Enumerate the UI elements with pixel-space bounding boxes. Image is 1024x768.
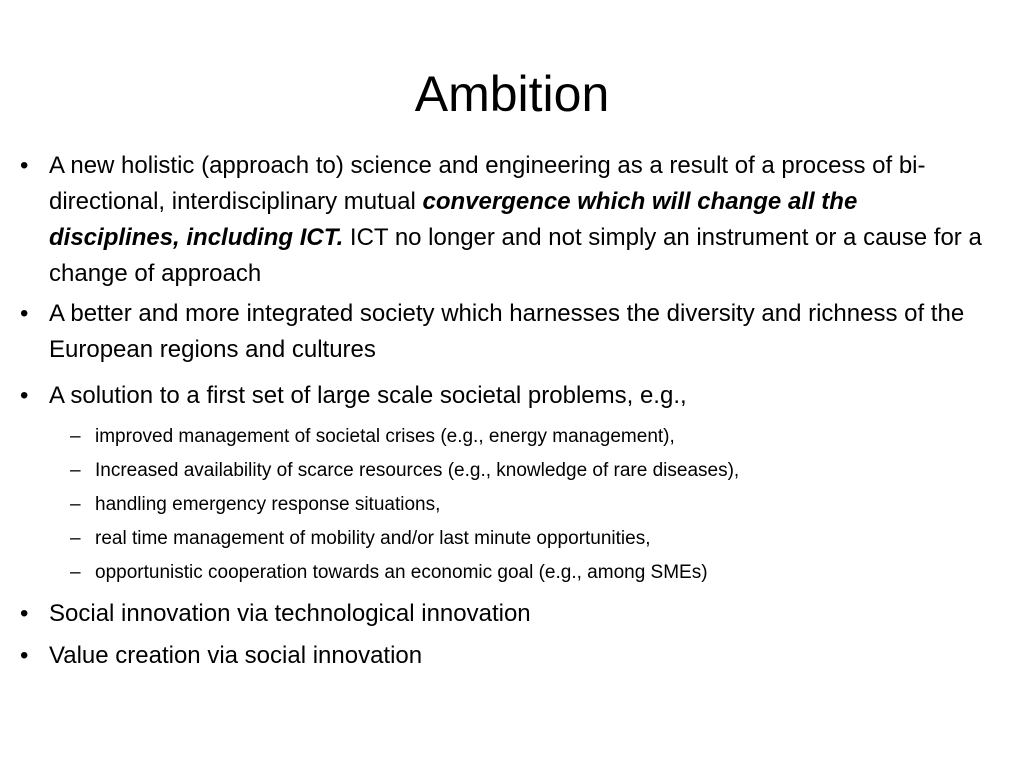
bullet-marker: •	[20, 382, 29, 409]
sub-bullet-text: opportunistic cooperation towards an economic goal (e.g., among SMEs)	[95, 562, 708, 583]
bullet-item-value-creation	[20, 638, 990, 674]
slide-title: Ambition	[414, 66, 610, 122]
sub-bullet-item	[20, 454, 990, 488]
sub-bullet-list	[20, 420, 990, 590]
bullet-item-integrated-society	[20, 296, 990, 368]
sub-bullet-text: real time management of mobility and/or last minute opportunities,	[95, 528, 651, 549]
bullet-text: A new holistic (approach to) science and engineering as a result of a process of bi-directional, interdisciplinary mutual	[49, 152, 926, 215]
sub-bullet-item	[20, 488, 990, 522]
sub-bullet-marker: –	[70, 426, 81, 447]
bullet-emphasis: convergence which will change all the disciplines, including ICT.	[49, 188, 858, 251]
bullet-item-social-innovation	[20, 596, 990, 632]
bullet-item-societal-problems	[20, 378, 990, 414]
sub-bullet-item	[20, 556, 990, 590]
bullet-text: Value creation via social innovation	[49, 642, 423, 669]
sub-bullet-text: Increased availability of scarce resources (e.g., knowledge of rare diseases),	[95, 460, 740, 481]
bullet-list	[20, 148, 990, 674]
bullet-marker: •	[20, 152, 29, 179]
bullet-item-convergence	[20, 148, 990, 292]
sub-bullet-item	[20, 522, 990, 556]
bullet-text-after: ICT no longer and not simply an instrument or a cause for a change of approach	[49, 224, 982, 287]
bullet-marker: •	[20, 600, 29, 627]
sub-bullet-text: handling emergency response situations,	[95, 494, 441, 515]
bullet-text: Social innovation via technological innovation	[49, 600, 531, 627]
bullet-marker: •	[20, 300, 29, 327]
sub-bullet-item	[20, 420, 990, 454]
sub-bullet-marker: –	[70, 494, 81, 515]
sub-bullet-marker: –	[70, 562, 81, 583]
sub-bullet-text: improved management of societal crises (e.g., energy management),	[95, 426, 675, 447]
sub-bullet-marker: –	[70, 528, 81, 549]
bullet-marker: •	[20, 642, 29, 669]
bullet-text: A better and more integrated society which harnesses the diversity and richness of the European regions and cultures	[49, 300, 965, 363]
sub-bullet-marker: –	[70, 460, 81, 481]
bullet-text: A solution to a first set of large scale societal problems, e.g.,	[49, 382, 687, 409]
